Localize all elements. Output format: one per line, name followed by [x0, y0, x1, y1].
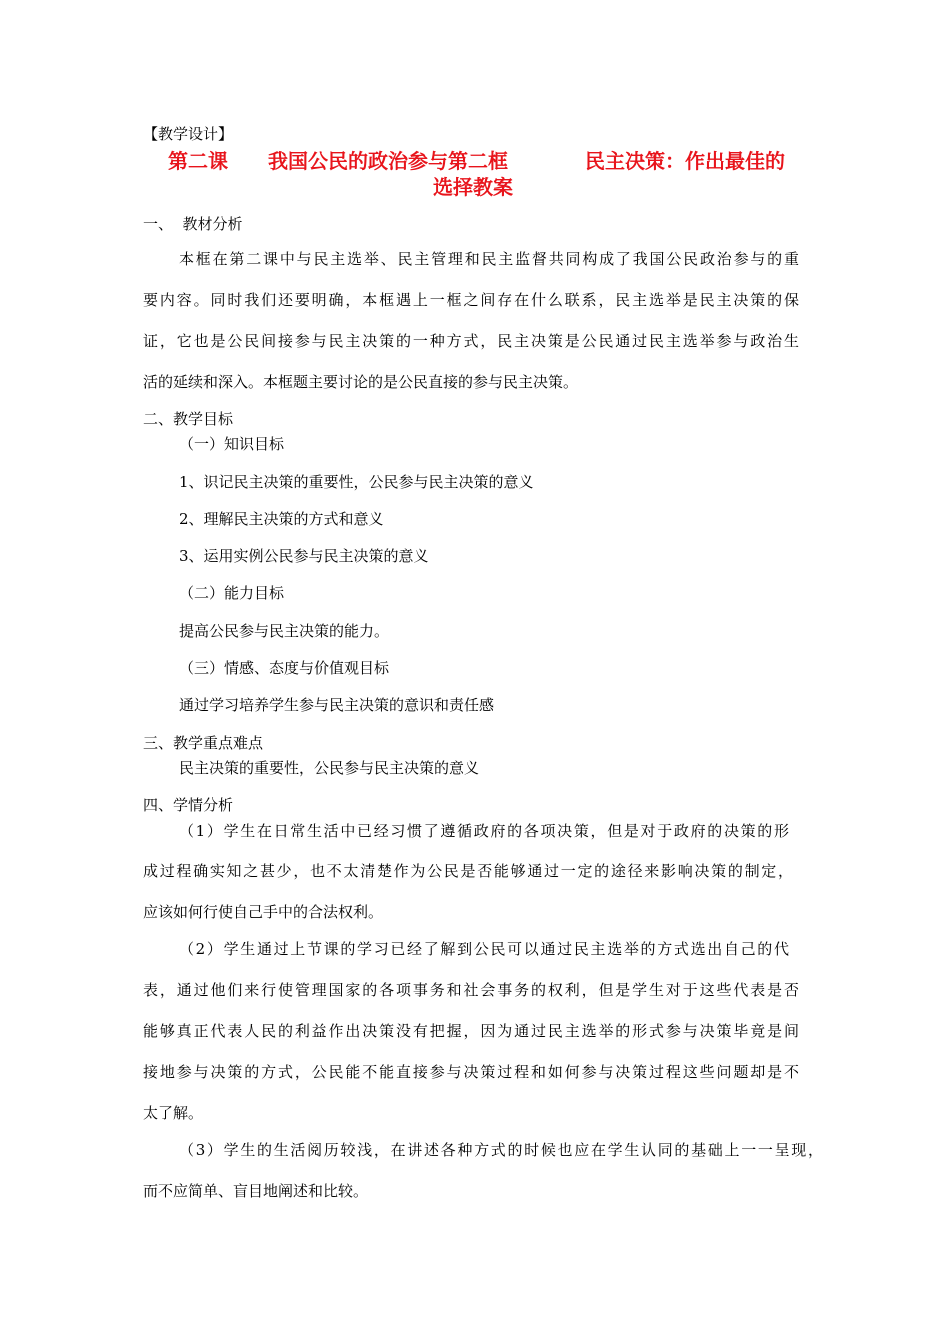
- objective-item: 1、识记民主决策的重要性，公民参与民主决策的意义: [179, 473, 534, 491]
- section-heading-3: 三、教学重点难点: [143, 734, 264, 752]
- ability-text: 提高公民参与民主决策的能力。: [179, 622, 390, 640]
- paragraph-line: 接地参与决策的方式，公民能不能直接参与决策过程和如何参与决策过程这些问题却是不: [143, 1063, 799, 1081]
- subheading-ability: （二）能力目标: [179, 584, 285, 602]
- subheading-emotion: （三）情感、态度与价值观目标: [179, 659, 390, 677]
- section-heading-1: 一、 教材分析: [143, 215, 243, 233]
- subheading-knowledge: （一）知识目标: [179, 435, 285, 453]
- objective-item: 2、理解民主决策的方式和意义: [179, 510, 384, 528]
- section-heading-4: 四、学情分析: [143, 796, 234, 814]
- paragraph-line: 本框在第二课中与民主选举、民主管理和民主监督共同构成了我国公民政治参与的重: [179, 250, 799, 268]
- key-points-text: 民主决策的重要性，公民参与民主决策的意义: [179, 759, 480, 777]
- section-heading-2: 二、教学目标: [143, 410, 234, 428]
- paragraph-line: 表，通过他们来行使管理国家的各项事务和社会事务的权利，但是学生对于这些代表是否: [143, 981, 799, 999]
- title-line2: 选择教案: [433, 175, 513, 199]
- paragraph-line: （2）学生通过上节课的学习已经了解到公民可以通过民主选举的方式选出自己的代: [179, 940, 789, 958]
- title-topic: 我国公民的政治参与第二框: [268, 149, 508, 173]
- paragraph-line: 而不应简单、盲目地阐述和比较。: [143, 1182, 369, 1200]
- emotion-text: 通过学习培养学生参与民主决策的意识和责任感: [179, 696, 495, 714]
- paragraph-line: 成过程确实知之甚少，也不太清楚作为公民是否能够通过一定的途径来影响决策的制定，: [143, 862, 793, 880]
- title-lesson: 第二课: [168, 149, 228, 173]
- paragraph-line: （3）学生的生活阅历较浅，在讲述各种方式的时候也应在学生认同的基础上一一呈现，: [179, 1141, 823, 1159]
- design-label: 【教学设计】: [143, 125, 234, 143]
- paragraph-line: 证，它也是公民间接参与民主决策的一种方式，民主决策是公民通过民主选举参与政治生: [143, 332, 799, 350]
- title-subtopic: 民主决策：作出最佳的: [585, 149, 785, 173]
- paragraph-line: 应该如何行使自己手中的合法权利。: [143, 903, 384, 921]
- objective-item: 3、运用实例公民参与民主决策的意义: [179, 547, 429, 565]
- paragraph-line: 活的延续和深入。本框题主要讨论的是公民直接的参与民主决策。: [143, 373, 579, 391]
- paragraph-line: 要内容。同时我们还要明确，本框遇上一框之间存在什么联系，民主选举是民主决策的保: [143, 291, 799, 309]
- paragraph-line: （1）学生在日常生活中已经习惯了遵循政府的各项决策，但是对于政府的决策的形: [179, 822, 789, 840]
- paragraph-line: 能够真正代表人民的利益作出决策没有把握，因为通过民主选举的形式参与决策毕竟是间: [143, 1022, 799, 1040]
- paragraph-line: 太了解。: [143, 1104, 204, 1122]
